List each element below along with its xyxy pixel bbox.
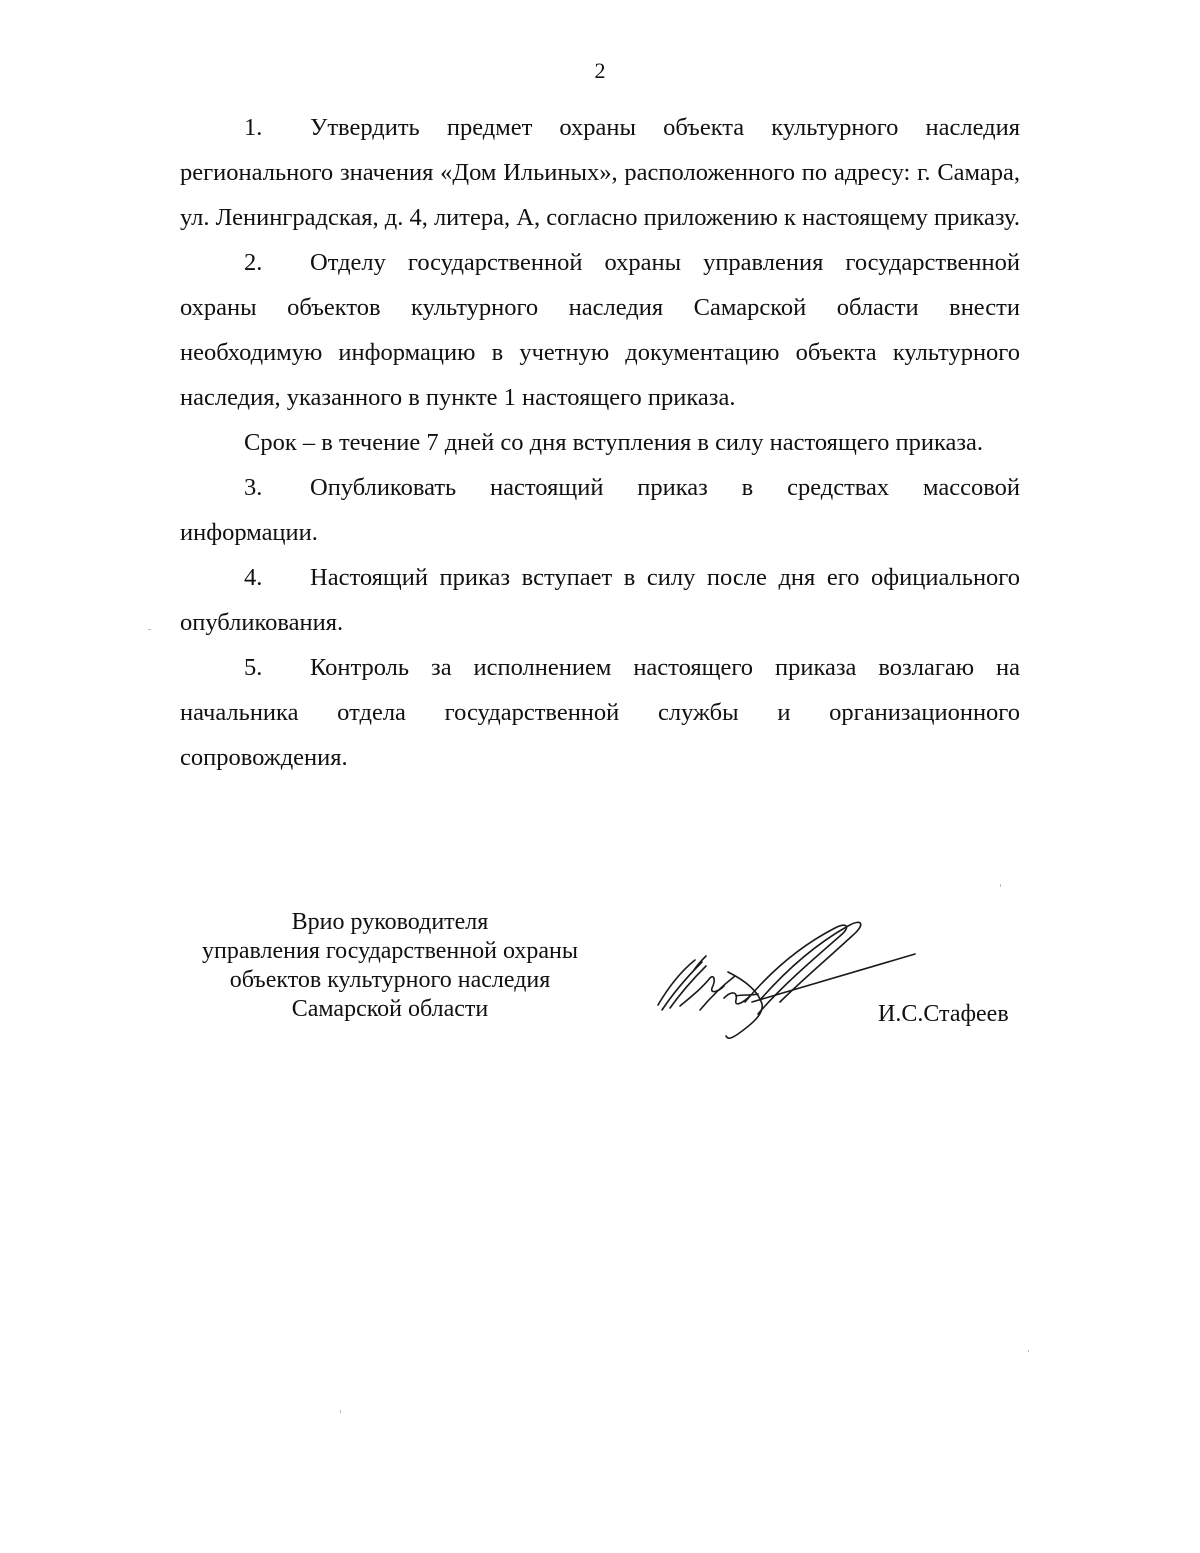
scan-speck (1000, 884, 1001, 887)
paragraph-text: Контроль за исполнением настоящего приказа возлагаю на начальника отдела государственной службы и организационного сопровождения. (180, 654, 1020, 771)
signatory-title-line: Врио руководителя (291, 909, 489, 935)
scan-speck (148, 629, 151, 630)
paragraph-3 (180, 465, 1020, 555)
paragraph-5 (180, 645, 1020, 780)
scan-speck (340, 1410, 341, 1413)
paragraph-1 (180, 105, 1020, 240)
paragraph-text: Отделу государственной охраны управления государственной охраны объектов культурного наследия Самарской области внести необходимую информацию в учетную документацию объекта культурного наследия, указанного в пункте 1 настоящего приказа. (180, 249, 1020, 411)
paragraph-4 (180, 555, 1020, 645)
paragraph-number: 4. (244, 564, 263, 591)
signatory-title-line: объектов культурного наследия (229, 967, 551, 993)
signatory-title-line: управления государственной охраны (202, 938, 578, 964)
deadline-note: Срок – в течение 7 дней со дня вступления в силу настоящего приказа. (244, 429, 984, 456)
scan-speck (1028, 1350, 1029, 1352)
paragraph-number: 1. (244, 114, 263, 141)
signatory-title-line: Самарской области (291, 996, 489, 1022)
paragraph-text: Опубликовать настоящий приказ в средствах массовой информации. (180, 474, 1020, 546)
paragraph-2 (180, 240, 1020, 420)
signer-name: И.С.Стафеев (878, 1001, 1009, 1027)
handwritten-signature (640, 910, 940, 1050)
paragraph-number: 3. (244, 474, 263, 501)
paragraph-number: 5. (244, 654, 263, 681)
order-body (180, 105, 1020, 780)
paragraph-text: Утвердить предмет охраны объекта культурного наследия регионального значения «Дом Ильиных», расположенного по адресу: г. Самара, ул. Ленинградская, д. 4, литера, А, согласно приложению к настоящему приказу. (180, 114, 1020, 231)
signatory-title (170, 908, 610, 1024)
paragraph-text: Настоящий приказ вступает в силу после дня его официального опубликования. (180, 564, 1020, 636)
paragraph-number: 2. (244, 249, 263, 276)
page-number: 2 (594, 58, 606, 83)
